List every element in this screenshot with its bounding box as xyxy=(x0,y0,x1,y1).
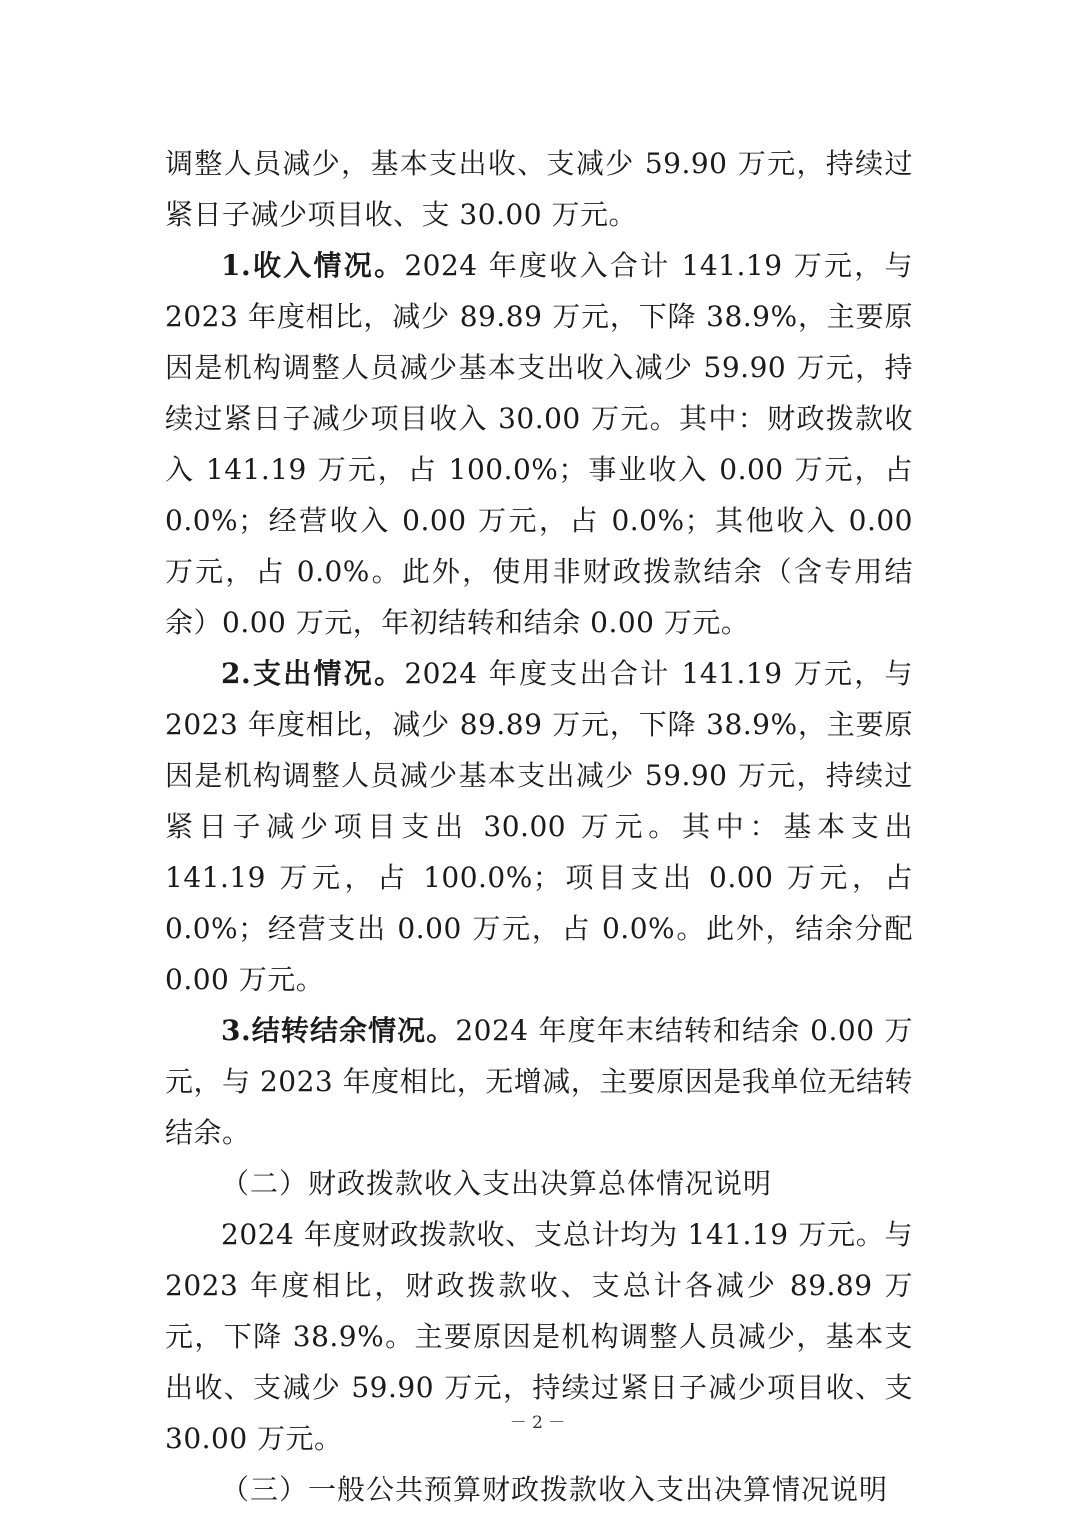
document-body xyxy=(165,138,913,1515)
section-heading-fiscal-appropriation: （二）财政拨款收入支出决算总体情况说明 xyxy=(221,1167,773,1200)
paragraph-carryover xyxy=(165,1005,913,1158)
section-heading-general-budget: （三）一般公共预算财政拨款收入支出决算情况说明 xyxy=(221,1473,889,1506)
page-number: － 2 － xyxy=(509,1413,566,1433)
paragraph-text: 调整人员减少，基本支出收、支减少 59.90 万元，持续过紧日子减少项目收、支 30.00 万元。 xyxy=(165,147,913,231)
paragraph-text: 2024 年度支出合计 141.19 万元，与 2023 年度相比，减少 89.89 万元，下降 38.9%，主要原因是机构调整人员减少基本支出减少 59.90 万元，持续过紧日子减少项目支出 30.00 万元。其中：基本支出 141.19 万元，占 100.0%；项目支出 0.00 万元，占 0.0%；经营支出 0.00 万元，占 0.0%。此外，结余分配 0.00 万元。 xyxy=(165,657,913,996)
paragraph-lead-carryover: 3.结转结余情况。 xyxy=(221,1014,456,1047)
paragraph-continuation xyxy=(165,138,913,240)
paragraph-text: 2024 年度收入合计 141.19 万元，与 2023 年度相比，减少 89.89 万元，下降 38.9%，主要原因是机构调整人员减少基本支出收入减少 59.90 万元，持续过紧日子减少项目收入 30.00 万元。其中：财政拨款收入 141.19 万元，占 100.0%；事业收入 0.00 万元，占 0.0%；经营收入 0.00 万元，占 0.0%；其他收入 0.00 万元，占 0.0%。此外，使用非财政拨款结余（含专用结余）0.00 万元，年初结转和结余 0.00 万元。 xyxy=(165,249,913,639)
paragraph-lead-expenditure: 2.支出情况。 xyxy=(221,657,405,690)
paragraph-fiscal-appropriation: 2024 年度财政拨款收、支总计均为 141.19 万元。与 2023 年度相比，财政拨款收、支总计各减少 89.89 万元，下降 38.9%。主要原因是机构调整人员减少，基本支出收、支减少 59.90 万元，持续过紧日子减少项目收、支 30.00 万元。 xyxy=(165,1218,913,1455)
paragraph-text: 2024 年度年末结转和结余 0.00 万元，与 2023 年度相比，无增减，主要原因是我单位无结转结余。 xyxy=(165,1014,913,1149)
paragraph-expenditure xyxy=(165,648,913,1005)
paragraph-income xyxy=(165,240,913,648)
paragraph-lead-income: 1.收入情况。 xyxy=(221,249,405,282)
